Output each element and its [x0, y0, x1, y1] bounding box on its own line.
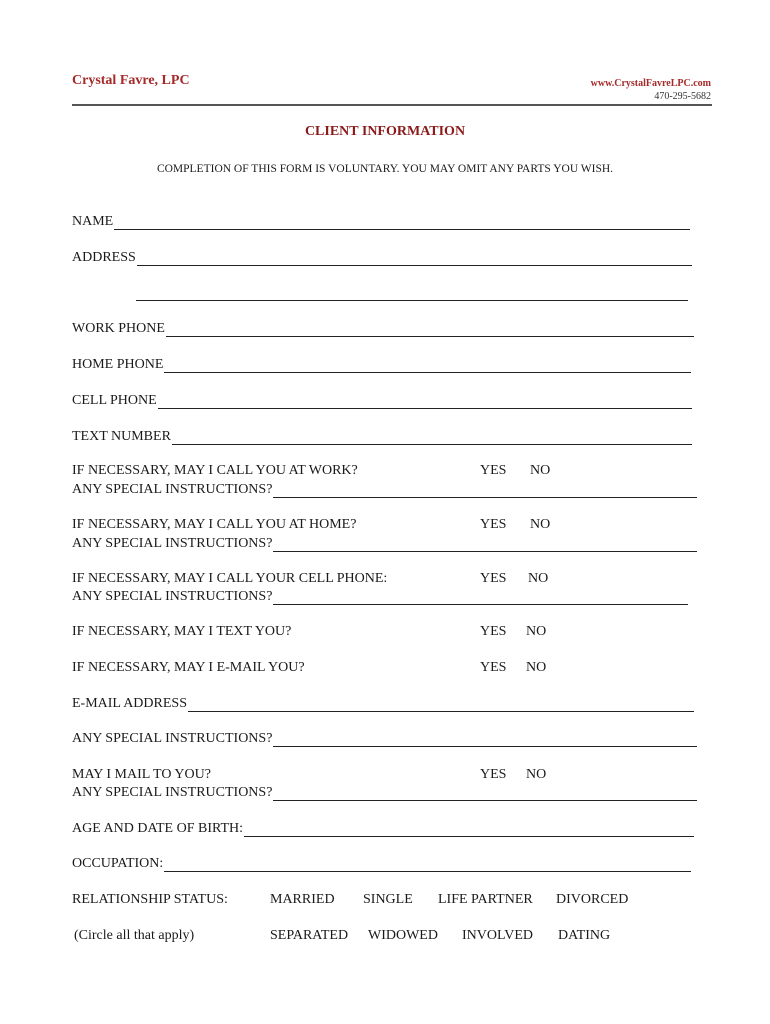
email-address-label: E-MAIL ADDRESS	[72, 696, 187, 711]
form-title: CLIENT INFORMATION	[304, 124, 466, 139]
call-home-instructions-label: ANY SPECIAL INSTRUCTIONS?	[72, 536, 273, 551]
status-divorced[interactable]: DIVORCED	[556, 892, 629, 907]
home-phone-label: HOME PHONE	[72, 357, 164, 372]
call-cell-yes[interactable]: YES	[480, 571, 507, 586]
email-yes[interactable]: YES	[480, 660, 507, 675]
home-phone-field[interactable]	[164, 358, 691, 373]
text-yes[interactable]: YES	[480, 624, 507, 639]
mail-instructions-row	[72, 785, 697, 801]
relationship-status-label: RELATIONSHIP STATUS:	[72, 892, 228, 907]
status-life-partner[interactable]: LIFE PARTNER	[438, 892, 533, 907]
call-work-question: IF NECESSARY, MAY I CALL YOU AT WORK?	[72, 463, 358, 478]
name-row	[72, 214, 690, 230]
occupation-row	[72, 856, 691, 872]
email-instructions-label: ANY SPECIAL INSTRUCTIONS?	[72, 731, 273, 746]
call-home-instructions-row	[72, 536, 697, 552]
email-address-row	[72, 696, 694, 712]
call-work-instructions-row	[72, 482, 697, 498]
status-dating[interactable]: DATING	[558, 928, 611, 943]
cell-phone-field[interactable]	[158, 394, 692, 409]
call-home-question: IF NECESSARY, MAY I CALL YOU AT HOME?	[72, 517, 357, 532]
circle-note: (Circle all that apply)	[74, 928, 195, 943]
call-cell-instructions-label: ANY SPECIAL INSTRUCTIONS?	[72, 589, 273, 604]
age-dob-row	[72, 821, 694, 837]
status-widowed[interactable]: WIDOWED	[368, 928, 438, 943]
text-question: IF NECESSARY, MAY I TEXT YOU?	[72, 624, 292, 639]
call-work-instructions-label: ANY SPECIAL INSTRUCTIONS?	[72, 482, 273, 497]
age-dob-field[interactable]	[244, 822, 694, 837]
occupation-label: OCCUPATION:	[72, 856, 164, 871]
status-involved[interactable]: INVOLVED	[462, 928, 534, 943]
email-address-field[interactable]	[188, 697, 694, 712]
header-divider	[72, 104, 712, 106]
mail-yes[interactable]: YES	[480, 767, 507, 782]
email-no[interactable]: NO	[526, 660, 547, 675]
email-instructions-row	[72, 731, 697, 747]
call-home-instructions-field[interactable]	[273, 537, 697, 552]
text-number-row	[72, 429, 692, 445]
call-work-no[interactable]: NO	[530, 463, 551, 478]
call-cell-instructions-field[interactable]	[273, 590, 688, 605]
address-field-line-2[interactable]	[136, 286, 688, 301]
call-work-yes[interactable]: YES	[480, 463, 507, 478]
address-field[interactable]	[137, 251, 692, 266]
call-home-yes[interactable]: YES	[480, 517, 507, 532]
call-home-no[interactable]: NO	[530, 517, 551, 532]
mail-question: MAY I MAIL TO YOU?	[72, 767, 211, 782]
form-note: COMPLETION OF THIS FORM IS VOLUNTARY. YOU MAY OMIT ANY PARTS YOU WISH.	[156, 163, 614, 175]
status-separated[interactable]: SEPARATED	[270, 928, 349, 943]
mail-instructions-label: ANY SPECIAL INSTRUCTIONS?	[72, 785, 273, 800]
email-question: IF NECESSARY, MAY I E-MAIL YOU?	[72, 660, 305, 675]
status-single[interactable]: SINGLE	[363, 892, 413, 907]
work-phone-row	[72, 321, 694, 337]
age-dob-label: AGE AND DATE OF BIRTH:	[72, 821, 244, 836]
name-label: NAME	[72, 214, 114, 229]
home-phone-row	[72, 357, 691, 373]
brand-name: Crystal Favre, LPC	[72, 73, 190, 88]
cell-phone-label: CELL PHONE	[72, 393, 157, 408]
call-work-instructions-field[interactable]	[273, 483, 697, 498]
header-phone: 470-295-5682	[654, 91, 711, 102]
email-instructions-field[interactable]	[273, 732, 697, 747]
text-number-label: TEXT NUMBER	[72, 429, 171, 444]
occupation-field[interactable]	[164, 857, 691, 872]
mail-no[interactable]: NO	[526, 767, 547, 782]
text-no[interactable]: NO	[526, 624, 547, 639]
mail-instructions-field[interactable]	[273, 786, 697, 801]
address-row	[72, 250, 692, 266]
call-cell-no[interactable]: NO	[528, 571, 549, 586]
website-link[interactable]: www.CrystalFavreLPC.com	[590, 78, 711, 89]
text-number-field[interactable]	[172, 430, 692, 445]
address-label: ADDRESS	[72, 250, 136, 265]
call-cell-question: IF NECESSARY, MAY I CALL YOUR CELL PHONE:	[72, 571, 388, 586]
work-phone-field[interactable]	[166, 322, 694, 337]
cell-phone-row	[72, 393, 692, 409]
work-phone-label: WORK PHONE	[72, 321, 165, 336]
name-field[interactable]	[114, 215, 690, 230]
call-cell-instructions-row	[72, 589, 688, 605]
status-married[interactable]: MARRIED	[270, 892, 335, 907]
